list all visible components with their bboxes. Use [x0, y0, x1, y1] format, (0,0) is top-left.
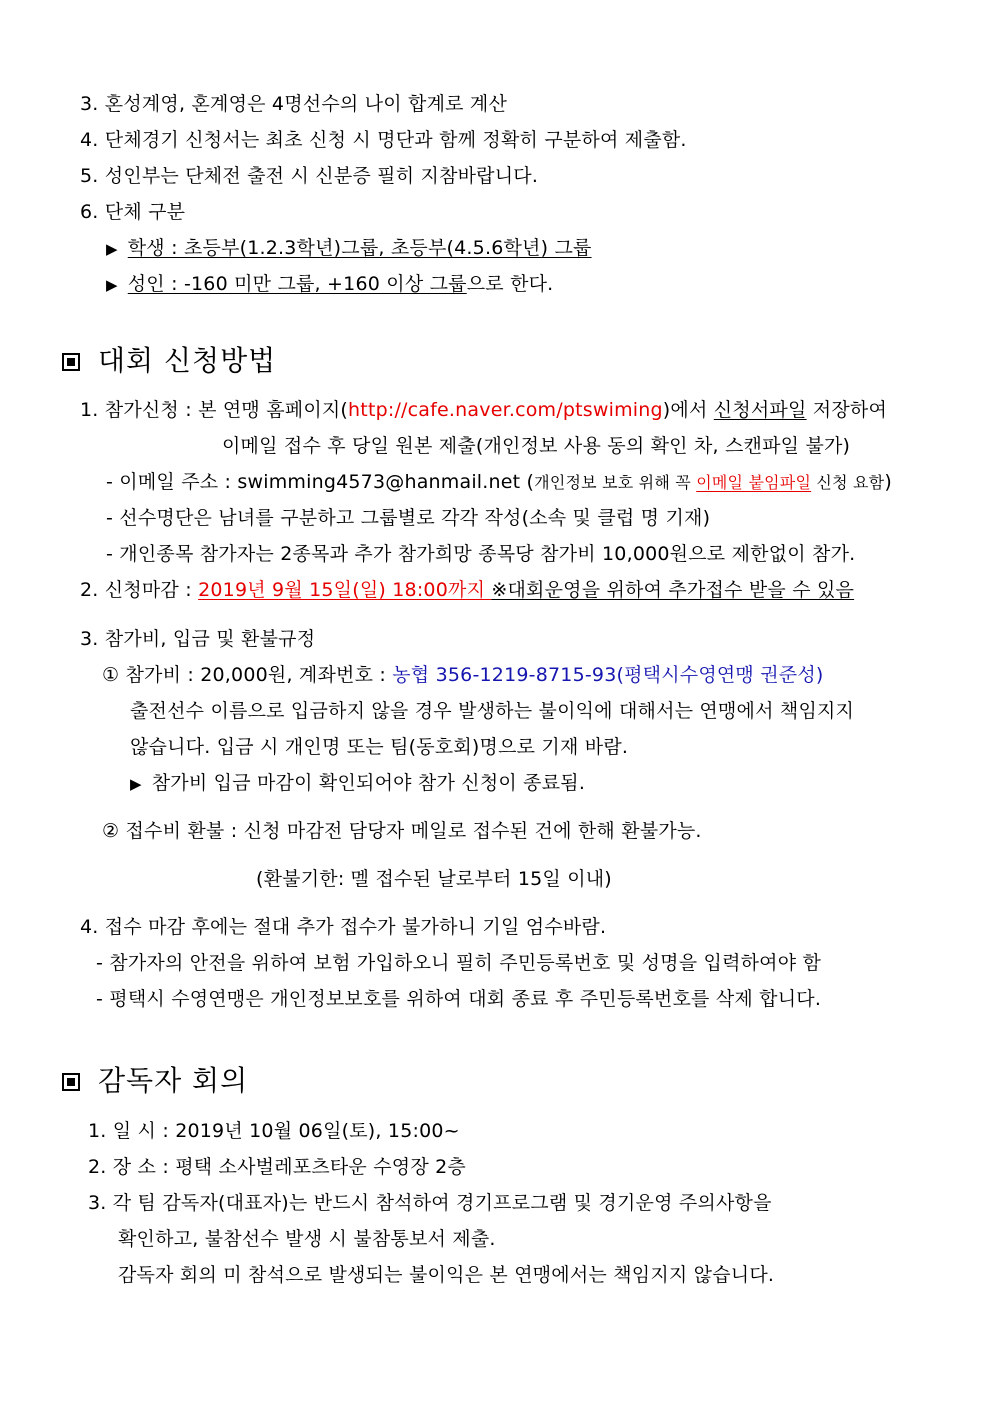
deadline-label: 2. 신청마감 :: [80, 579, 199, 601]
email-address: - 이메일 주소 : swimming4573@hanmail.net (: [106, 471, 535, 493]
application-file-text: 신청서파일: [713, 399, 807, 421]
fee-1-line4-text: 참가비 입금 마감이 확인되어야 참가 신청이 종료됨.: [151, 772, 586, 794]
fee-heading: 3. 참가비, 입금 및 환불규정: [80, 628, 316, 650]
rule-4: 4. 단체경기 신청서는 최초 신청 시 명단과 함께 정확히 구분하여 제출함.: [80, 129, 687, 151]
fee-1-line4: [130, 770, 585, 797]
meeting-place: 2. 장 소 : 평택 소사벌레포츠타운 수영장 2층: [88, 1156, 466, 1178]
apply-item-4-dash-2: - 평택시 수영연맹은 개인정보보호를 위하여 대회 종료 후 주민등록번호를 삭제 합니다.: [96, 988, 822, 1010]
email-note-end: 신청 요함: [811, 473, 885, 492]
deadline-line: [80, 577, 854, 603]
square-section-icon: [62, 1073, 80, 1091]
section-heading-apply: [62, 343, 276, 379]
student-group-text: 학생 : 초등부(1.2.3학년)그룹, 초등부(4.5.6학년) 그룹: [127, 237, 592, 259]
apply-dash-2: - 선수명단은 남녀를 구분하고 그룹별로 각각 작성(소속 및 클럽 명 기재): [106, 507, 711, 529]
email-close-paren: ): [884, 471, 892, 493]
deadline-date: 2019년 9월 15일(일) 18:00까지: [198, 579, 492, 601]
homepage-link[interactable]: http://cafe.naver.com/ptswiming: [348, 399, 663, 421]
meeting-date: 1. 일 시 : 2019년 10월 06일(토), 15:00~: [88, 1120, 460, 1142]
section-title-apply: 대회 신청방법: [98, 344, 277, 377]
fee-1-line3: 않습니다. 입금 시 개인명 또는 팀(동호회)명으로 기재 바람.: [130, 736, 629, 758]
apply-item-1: [80, 397, 887, 423]
apply-item-1-suffix: 저장하여: [806, 399, 888, 421]
triangle-bullet-icon: ▶: [106, 240, 118, 258]
refund-note: (환불기한: 멜 접수된 날로부터 15일 이내): [256, 868, 612, 890]
triangle-bullet-icon: ▶: [106, 276, 118, 294]
meeting-item-3: 3. 각 팀 감독자(대표자)는 반드시 참석하여 경기프로그램 및 경기운영 주의사항을: [88, 1192, 772, 1214]
apply-item-1-line2: 이메일 접수 후 당일 원본 제출(개인정보 사용 동의 확인 차, 스캔파일 불가): [222, 435, 851, 457]
rule-3: 3. 혼성계영, 혼계영은 4명선수의 나이 합계로 계산: [80, 93, 508, 115]
triangle-bullet-icon: ▶: [130, 775, 142, 793]
deadline-note: ※대회운영을 위하여 추가접수 받을 수 있음: [491, 579, 855, 601]
apply-item-4: 4. 접수 마감 후에는 절대 추가 접수가 불가하니 기일 엄수바람.: [80, 916, 607, 938]
group-student: [106, 235, 592, 262]
email-note: 개인정보 보호 위해 꼭: [534, 473, 697, 492]
adult-group-text: 성인 : -160 미만 그룹, +160 이상 그룹: [127, 273, 467, 295]
section-title-meeting: 감독자 회의: [98, 1064, 249, 1097]
fee-1-line2: 출전선수 이름으로 입금하지 않을 경우 발생하는 불이익에 대해서는 연맹에서 책임지지: [130, 700, 855, 722]
adult-group-suffix: 으로 한다.: [466, 273, 554, 295]
rule-6: 6. 단체 구분: [80, 201, 186, 223]
section-heading-meeting: [62, 1063, 248, 1099]
fee-1-label: ① 참가비 : 20,000원, 계좌번호 :: [102, 664, 393, 686]
fee-1: [102, 662, 824, 688]
email-line: [106, 469, 892, 496]
bank-account: 농협 356-1219-8715-93(평택시수영연맹 권준성): [392, 664, 824, 686]
rule-5: 5. 성인부는 단체전 출전 시 신분증 필히 지참바랍니다.: [80, 165, 539, 187]
apply-item-1-mid: )에서: [662, 399, 714, 421]
apply-dash-3: - 개인종목 참가자는 2종목과 추가 참가희망 종목당 참가비 10,000원으로 제한없이 참가.: [106, 543, 856, 565]
apply-item-4-dash-1: - 참가자의 안전을 위하여 보험 가입하오니 필히 주민등록번호 및 성명을 입력하여야 함: [96, 952, 822, 974]
meeting-item-3-line3: 감독자 회의 미 참석으로 발생되는 불이익은 본 연맹에서는 책임지지 않습니다.: [118, 1264, 775, 1286]
meeting-item-3-line2: 확인하고, 불참선수 발생 시 불참통보서 제출.: [118, 1228, 496, 1250]
apply-item-1-prefix: 1. 참가신청 : 본 연맹 홈페이지(: [80, 399, 349, 421]
email-attachment-text: 이메일 붙임파일: [696, 473, 812, 492]
square-section-icon: [62, 353, 80, 371]
group-adult: [106, 271, 553, 298]
fee-2: ② 접수비 환불 : 신청 마감전 담당자 메일로 접수된 건에 한해 환불가능.: [102, 820, 702, 842]
